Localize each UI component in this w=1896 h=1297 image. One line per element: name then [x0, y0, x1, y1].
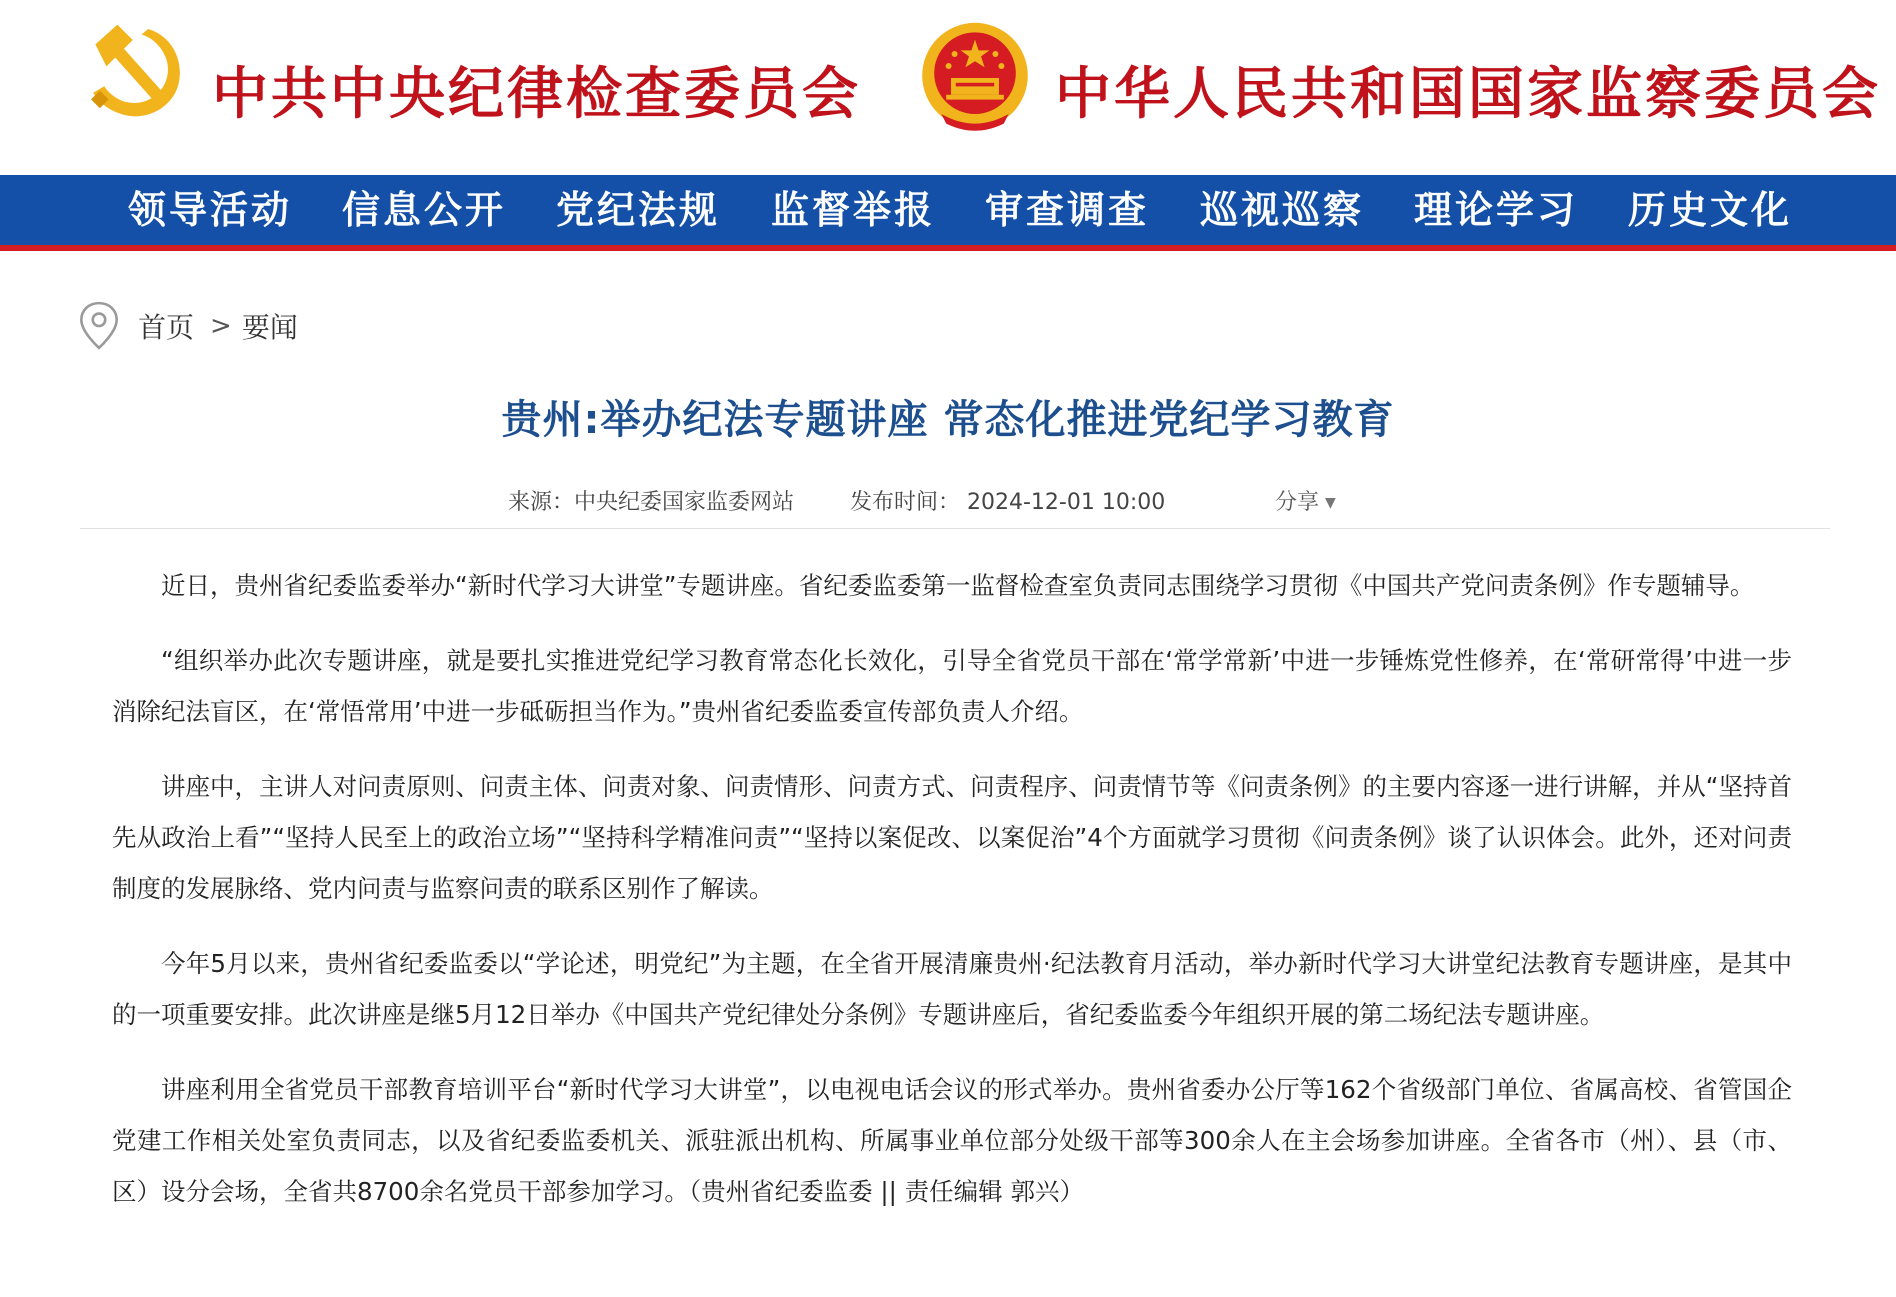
party-emblem-icon[interactable] [80, 18, 190, 128]
nav-item-info-disclosure[interactable]: 信息公开 [342, 187, 507, 232]
share-button[interactable] [1275, 485, 1336, 516]
article-title: 贵州:举办纪法专题讲座 常态化推进党纪学习教育 [501, 397, 1395, 443]
cpc-discipline-commission-title[interactable]: 中共中央纪律检查委员会 [212, 61, 861, 127]
location-pin-icon [78, 300, 120, 352]
article-paragraph: 讲座中，主讲人对问责原则、问责主体、问责对象、问责情形、问责方式、问责程序、问责情节等《问责条例》的主要内容逐一进行讲解，并从“坚持首先从政治上看”“坚持人民至上的政治立场”“坚持科学精准问责”“坚持以案促改、以案促治”4个方面就学习贯彻《问责条例》谈了认识体会。此外，还对问责制度的发展脉络、党内问责与监察问责的联系区别作了解读。 [112, 772, 1792, 903]
breadcrumb-news-link[interactable]: 要闻 [241, 311, 298, 344]
national-supervisory-commission-title[interactable]: 中华人民共和国国家监察委员会 [1055, 61, 1881, 127]
breadcrumb-home-link[interactable]: 首页 [138, 311, 195, 344]
share-label: 分享 [1275, 490, 1320, 515]
article-meta [0, 485, 1896, 519]
article-source: 来源：中央纪委国家监委网站 [508, 490, 795, 515]
breadcrumb-separator: > [210, 311, 232, 341]
title-divider [80, 528, 1830, 529]
article-paragraph: 今年5月以来，贵州省纪委监委以“学论述，明党纪”为主题，在全省开展清廉贵州·纪法教育月活动，举办新时代学习大讲堂纪法教育专题讲座，是其中的一项重要安排。此次讲座是继5月12日举办《中国共产党纪律处分条例》专题讲座后，省纪委监委今年组织开展的第二场纪法专题讲座。 [112, 949, 1792, 1029]
main-nav [0, 175, 1896, 251]
site-header [0, 0, 1896, 175]
breadcrumb [78, 298, 298, 354]
nav-item-history-culture[interactable]: 历史文化 [1628, 187, 1793, 232]
nav-item-leadership[interactable]: 领导活动 [128, 187, 293, 232]
nav-item-theory-study[interactable]: 理论学习 [1414, 187, 1579, 232]
article-paragraph: 讲座利用全省党员干部教育培训平台“新时代学习大讲堂”，以电视电话会议的形式举办。贵州省委办公厅等162个省级部门单位、省属高校、省管国企党建工作相关处室负责同志，以及省纪委监委机关、派驻派出机构、所属事业单位部分处级干部等300余人在主会场参加讲座。全省各市（州）、县（市、区）设分会场，全省共8700余名党员干部参加学习。（贵州省纪委监委 || 责任编辑 郭兴） [112, 1075, 1792, 1206]
caret-down-icon: ▼ [1325, 495, 1336, 511]
nav-item-supervision-report[interactable]: 监督举报 [771, 187, 936, 232]
nav-item-investigation[interactable]: 审查调查 [985, 187, 1150, 232]
article-publish-time: 发布时间： 2024-12-01 10:00 [850, 490, 1166, 515]
nav-item-party-regulations[interactable]: 党纪法规 [556, 187, 721, 232]
nav-item-inspection[interactable]: 巡视巡察 [1200, 187, 1365, 232]
article-body [112, 560, 1792, 1241]
article-paragraph: “组织举办此次专题讲座，就是要扎实推进党纪学习教育常态化长效化，引导全省党员干部在‘常学常新’中进一步锤炼党性修养，在‘常研常得’中进一步消除纪法盲区，在‘常悟常用’中进一步砥砺担当作为。”贵州省纪委监委宣传部负责人介绍。 [112, 646, 1792, 726]
article-paragraph: 近日，贵州省纪委监委举办“新时代学习大讲堂”专题讲座。省纪委监委第一监督检查室负责同志围绕学习贯彻《中国共产党问责条例》作专题辅导。 [161, 571, 1755, 600]
national-emblem-icon[interactable] [915, 18, 1035, 138]
